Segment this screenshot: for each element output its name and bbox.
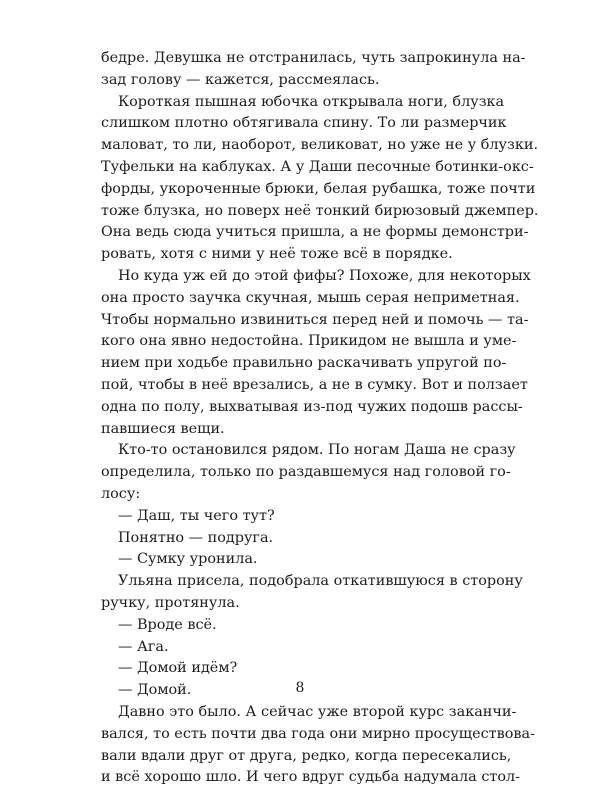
text-line: и всё хорошо шло. И чего вдруг судьба надумала стол- xyxy=(101,769,521,786)
text-line: вали вдали друг от друга, редко, когда пересекались, xyxy=(101,747,512,764)
text-line: — Домой идём? xyxy=(118,660,238,677)
text-line: лосу: xyxy=(101,485,141,502)
text-line: зад голову — кажется, рассмеялась. xyxy=(101,71,380,88)
text-line: вался, то есть почти два года они мирно просуществова- xyxy=(101,725,535,742)
text-line: — Ага. xyxy=(118,638,169,655)
text-line: маловат, то ли, наоборот, великоват, но уже не у блузки. xyxy=(101,137,539,154)
text-line: определила, только по раздавшемуся над головой го- xyxy=(101,464,511,481)
text-line: кого она явно недостойна. Прикидом не вышла и уме- xyxy=(101,333,517,350)
text-line: Ульяна присела, подобрала откатившуюся в сторону xyxy=(118,573,523,590)
text-line: Но куда уж ей до этой фифы? Похоже, для некоторых xyxy=(118,267,531,284)
text-line: Чтобы нормально извиниться перед ней и помочь — та- xyxy=(101,311,529,328)
text-line: — Даш, ты чего тут? xyxy=(118,507,275,524)
text-line: Туфельки на каблуках. А у Даши песочные ботинки-окс- xyxy=(101,158,534,175)
text-line: ровать, хотя с ними у неё тоже всё в порядке. xyxy=(101,246,453,263)
body-text xyxy=(101,48,539,789)
text-line: слишком плотно обтягивала спину. То ли размерчик xyxy=(101,115,507,132)
text-line: пой, чтобы в неё врезались, а не в сумку. Вот и ползает xyxy=(101,376,528,393)
text-line: Короткая пышная юбочка открывала ноги, блузка xyxy=(118,93,505,110)
text-line: Давно это было. А сейчас уже второй курс заканчи- xyxy=(118,703,517,720)
text-line: бедре. Девушка не отстранилась, чуть запрокинула на- xyxy=(101,50,526,66)
text-line: Кто-то остановился рядом. По ногам Даша не сразу xyxy=(118,442,516,459)
text-line: — Вроде всё. xyxy=(118,616,217,633)
text-line: форды, укороченные брюки, белая рубашка, тоже почти xyxy=(101,180,536,197)
text-line: нием при ходьбе правильно раскачивать упругой по- xyxy=(101,355,507,372)
text-line: — Сумку уронила. xyxy=(118,551,258,568)
text-line: она просто заучка скучная, мышь серая неприметная. xyxy=(101,289,520,306)
text-line: павшиеся вещи. xyxy=(101,420,225,437)
page-number: 8 xyxy=(295,680,305,696)
text-line: тоже блузка, но поверх неё тонкий бирюзовый джемпер. xyxy=(101,202,539,219)
text-line: Она ведь сюда учиться пришла, а не формы демонстри- xyxy=(101,224,529,241)
text-line: одна по полу, выхватывая из-под чужих подошв рассы- xyxy=(101,398,523,415)
text-line: Понятно — подруга. xyxy=(118,529,274,546)
text-line: — Домой. xyxy=(118,682,192,699)
text-line: ручку, протянула. xyxy=(101,594,240,611)
